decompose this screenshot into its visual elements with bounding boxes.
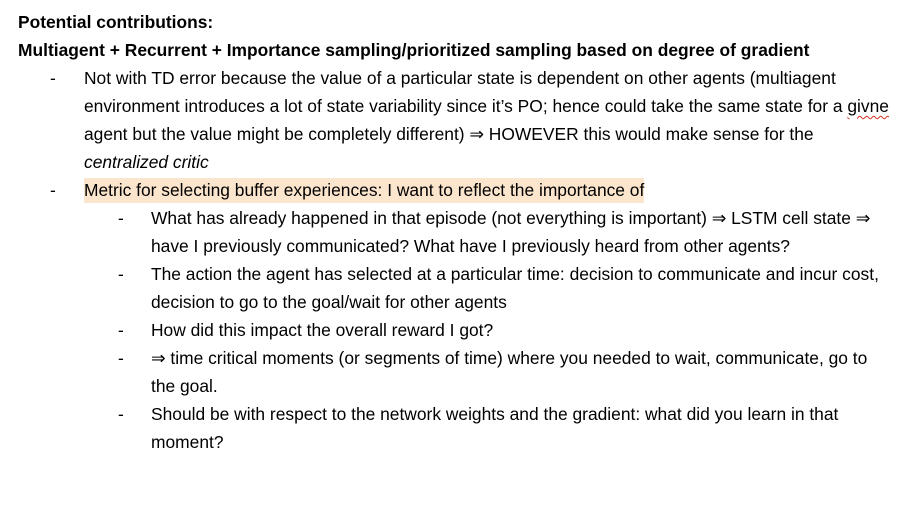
item-text-part1: Not with TD error because the value of a particular state is dependent on other agents (multiagent environment introduces a lot of state variability since it’s PO; hence could take the same state for a — [84, 68, 848, 116]
sub-bullet-list — [84, 204, 890, 456]
sub-item-text: How did this impact the overall reward I got? — [151, 320, 494, 340]
highlighted-text: Metric for selecting buffer experiences: I want to reflect the importance of — [84, 178, 644, 203]
sub-item-text: What has already happened in that episode (not everything is important) ⇒ LSTM cell state ⇒ have I previously communicated? What have I previously heard from other agents? — [151, 208, 871, 256]
bullet-dash: - — [118, 348, 124, 368]
sub-list-item — [84, 344, 890, 400]
document-body — [18, 8, 890, 456]
sub-item-text: The action the agent has selected at a particular time: decision to communicate and incur cost, decision to go to the goal/wait for other agents — [151, 264, 879, 312]
sub-list-item — [84, 260, 890, 316]
sub-list-item — [84, 316, 890, 344]
bullet-list — [18, 64, 890, 456]
bullet-dash: - — [118, 208, 124, 228]
bullet-dash: - — [118, 264, 124, 284]
item-text — [84, 68, 889, 172]
list-item-td-error — [18, 64, 890, 176]
item-text-part2: agent but the value might be completely different) ⇒ HOWEVER this would make sense for the — [84, 124, 814, 144]
bullet-dash: - — [50, 68, 56, 88]
sub-list-item — [84, 204, 890, 260]
heading-contribution-summary: Multiagent + Recurrent + Importance sampling/prioritized sampling based on degree of gradient — [18, 40, 810, 60]
heading-potential-contributions: Potential contributions: — [18, 12, 214, 32]
sub-item-text: Should be with respect to the network weights and the gradient: what did you learn in that moment? — [151, 404, 839, 452]
sub-item-text: ⇒ time critical moments (or segments of time) where you needed to wait, communicate, go to the goal. — [151, 348, 868, 396]
misspelled-word[interactable]: givne — [847, 96, 889, 116]
list-item-metric — [18, 176, 890, 456]
bullet-dash: - — [118, 320, 124, 340]
sub-list-item — [84, 400, 890, 456]
italic-term: centralized critic — [84, 152, 209, 172]
bullet-dash: - — [50, 180, 56, 200]
bullet-dash: - — [118, 404, 124, 424]
